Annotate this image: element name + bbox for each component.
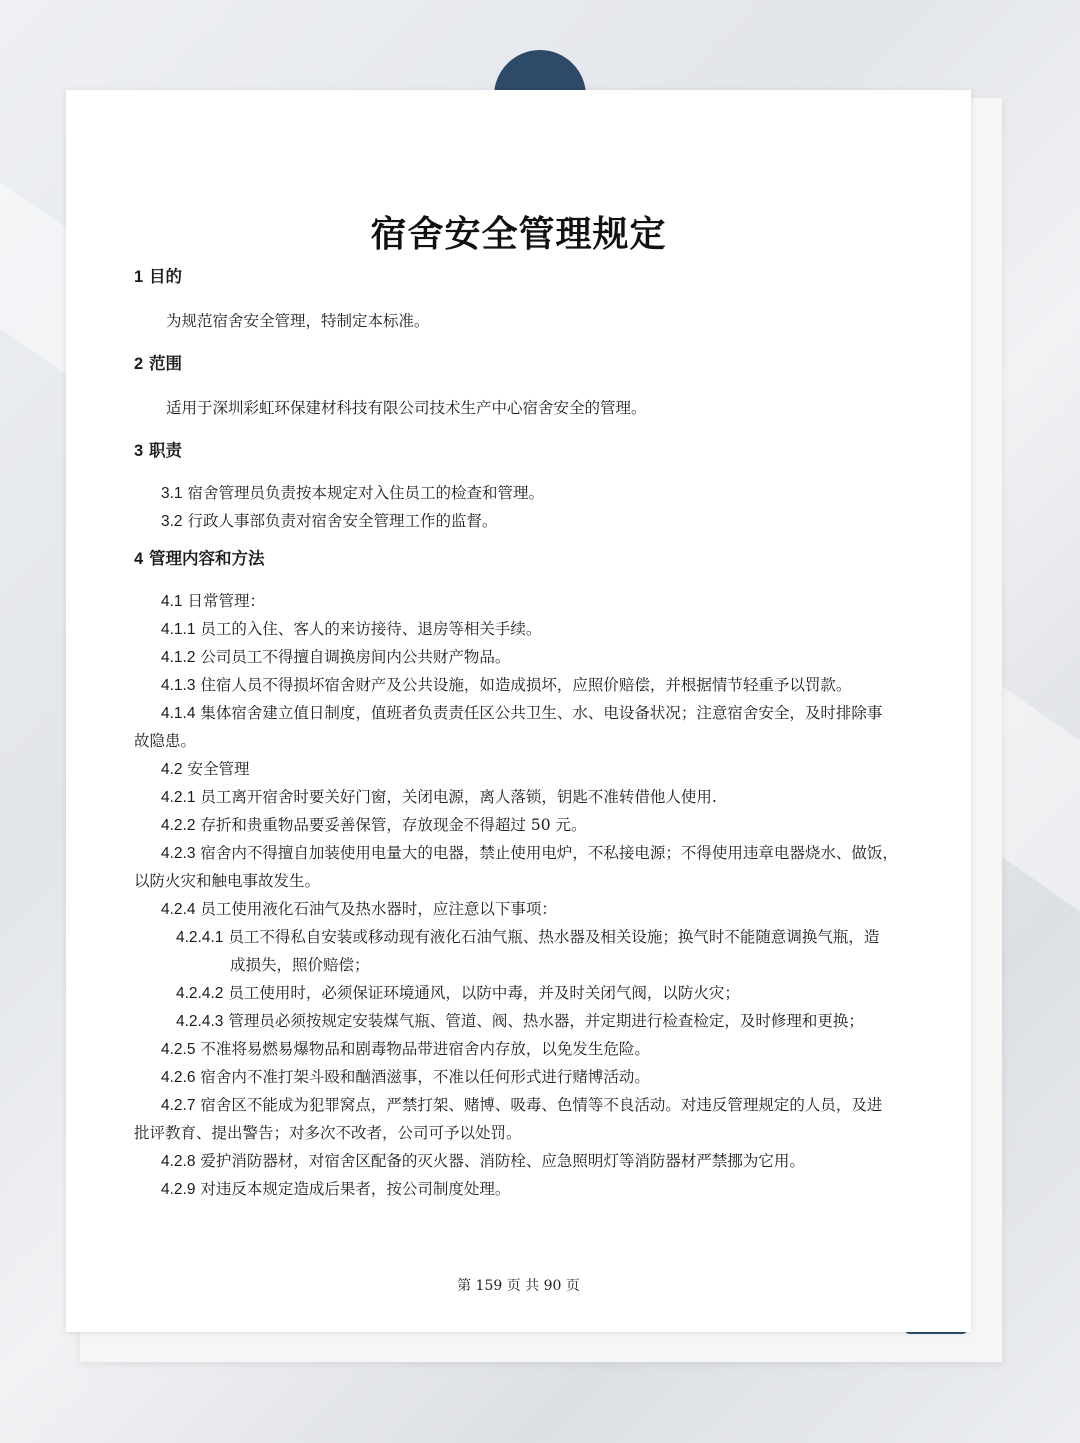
clause-number: 4.1.4	[161, 705, 196, 722]
clause-number: 4.2.9	[161, 1181, 196, 1198]
clause	[161, 758, 250, 781]
subclause	[176, 982, 740, 1005]
section-number: 2	[134, 355, 144, 373]
page-footer: 第 159 页 共 90 页	[457, 1278, 580, 1294]
section-title: 范围	[148, 354, 182, 373]
clause-text: 住宿人员不得损坏宿舍财产及公共设施，如造成损坏，应照价赔偿，并根据情节轻重予以罚款。	[200, 676, 852, 694]
clause	[161, 786, 717, 809]
clause	[161, 898, 557, 921]
section-number: 1	[134, 268, 144, 286]
clause-text: 员工使用时，必须保证环境通风，以防中毒，并及时关闭气阀，以防火灾；	[228, 984, 740, 1002]
paragraph: 为规范宿舍安全管理，特制定本标准。	[166, 312, 430, 330]
clause-number: 4.1.1	[161, 621, 196, 638]
clause-text: 不准将易燃易爆物品和剧毒物品带进宿舍内存放，以免发生危险。	[200, 1040, 650, 1058]
clause-number: 4.2.6	[161, 1069, 196, 1086]
clause	[161, 1066, 650, 1089]
clause-number: 3.2	[161, 513, 183, 530]
clause	[161, 618, 541, 641]
clause	[161, 1038, 650, 1061]
clause-number: 4.1.3	[161, 677, 196, 694]
section-heading	[134, 266, 182, 288]
clause-text: 存折和贵重物品要妥善保管，存放现金不得超过 50 元。	[200, 816, 587, 834]
clause-number: 4.2.4.1	[176, 929, 224, 946]
clause-text: 公司员工不得擅自调换房间内公共财产物品。	[200, 648, 511, 666]
clause-number: 4.2	[161, 761, 183, 778]
paragraph: 适用于深圳彩虹环保建材科技有限公司技术生产中心宿舍安全的管理。	[166, 399, 647, 417]
clause-continuation: 成损失，照价赔偿；	[230, 956, 370, 974]
section-number: 3	[134, 442, 144, 460]
clause-text: 员工的入住、客人的来访接待、退房等相关手续。	[200, 620, 542, 638]
clause	[161, 702, 882, 725]
clause-text: 行政人事部负责对宿舍安全管理工作的监督。	[187, 512, 498, 530]
subclause	[176, 926, 879, 949]
clause	[161, 590, 265, 613]
clause-text: 安全管理	[187, 760, 250, 778]
clause	[161, 814, 587, 837]
clause-text: 宿舍内不得擅自加装使用电量大的电器，禁止使用电炉，不私接电源；不得使用违章电器烧水、做饭，	[200, 844, 898, 862]
clause-number: 4.1.2	[161, 649, 196, 666]
clause-number: 4.2.1	[161, 789, 196, 806]
clause	[161, 1178, 510, 1201]
section-heading	[134, 353, 182, 375]
clause-number: 4.2.8	[161, 1153, 196, 1170]
clause-text: 日常管理：	[187, 592, 266, 610]
clause	[161, 482, 544, 505]
clause-continuation: 批评教育、提出警告；对多次不改者，公司可予以处罚。	[134, 1124, 522, 1142]
clause	[161, 510, 498, 533]
clause-number: 4.2.4.3	[176, 1013, 224, 1030]
section-title: 目的	[148, 267, 182, 286]
clause	[161, 1094, 882, 1117]
clause-number: 4.1	[161, 593, 183, 610]
clause-number: 4.2.4.2	[176, 985, 224, 1002]
document-title: 宿舍安全管理规定	[370, 214, 667, 255]
clause	[161, 646, 510, 669]
section-title: 管理内容和方法	[148, 549, 265, 568]
clause-number: 4.2.7	[161, 1097, 196, 1114]
clause-text: 员工不得私自安装或移动现有液化石油气瓶、热水器及相关设施；换气时不能随意调换气瓶，造	[228, 928, 880, 946]
clause	[161, 842, 898, 865]
clause-text: 员工使用液化石油气及热水器时，应注意以下事项：	[200, 900, 557, 918]
clause-continuation: 以防火灾和触电事故发生。	[134, 872, 321, 890]
clause-text: 员工离开宿舍时要关好门窗，关闭电源，离人落锁，钥匙不准转借他人使用.	[200, 788, 717, 806]
clause-text: 爱护消防器材，对宿舍区配备的灭火器、消防栓、应急照明灯等消防器材严禁挪为它用。	[200, 1152, 805, 1170]
clause-continuation: 故隐患。	[134, 732, 197, 750]
clause-number: 4.2.2	[161, 817, 196, 834]
document-page	[66, 90, 971, 1332]
section-number: 4	[134, 550, 144, 568]
clause-number: 4.2.5	[161, 1041, 196, 1058]
subclause	[176, 1010, 864, 1033]
clause-number: 4.2.4	[161, 901, 196, 918]
clause-text: 宿舍区不能成为犯罪窝点，严禁打架、赌博、吸毒、色情等不良活动。对违反管理规定的人员，及进	[200, 1096, 883, 1114]
clause-number: 3.1	[161, 485, 183, 502]
clause	[161, 1150, 805, 1173]
clause-text: 集体宿舍建立值日制度，值班者负责责任区公共卫生、水、电设备状况；注意宿舍安全，及时排除事	[200, 704, 883, 722]
section-heading	[134, 548, 264, 570]
section-title: 职责	[148, 441, 182, 460]
section-heading	[134, 440, 182, 462]
clause	[161, 674, 851, 697]
clause-text: 对违反本规定造成后果者，按公司制度处理。	[200, 1180, 511, 1198]
clause-number: 4.2.3	[161, 845, 196, 862]
clause-text: 管理员必须按规定安装煤气瓶、管道、阀、热水器，并定期进行检查检定，及时修理和更换；	[228, 1012, 864, 1030]
clause-text: 宿舍管理员负责按本规定对入住员工的检查和管理。	[187, 484, 545, 502]
clause-text: 宿舍内不准打架斗殴和酗酒滋事，不准以任何形式进行赌博活动。	[200, 1068, 650, 1086]
